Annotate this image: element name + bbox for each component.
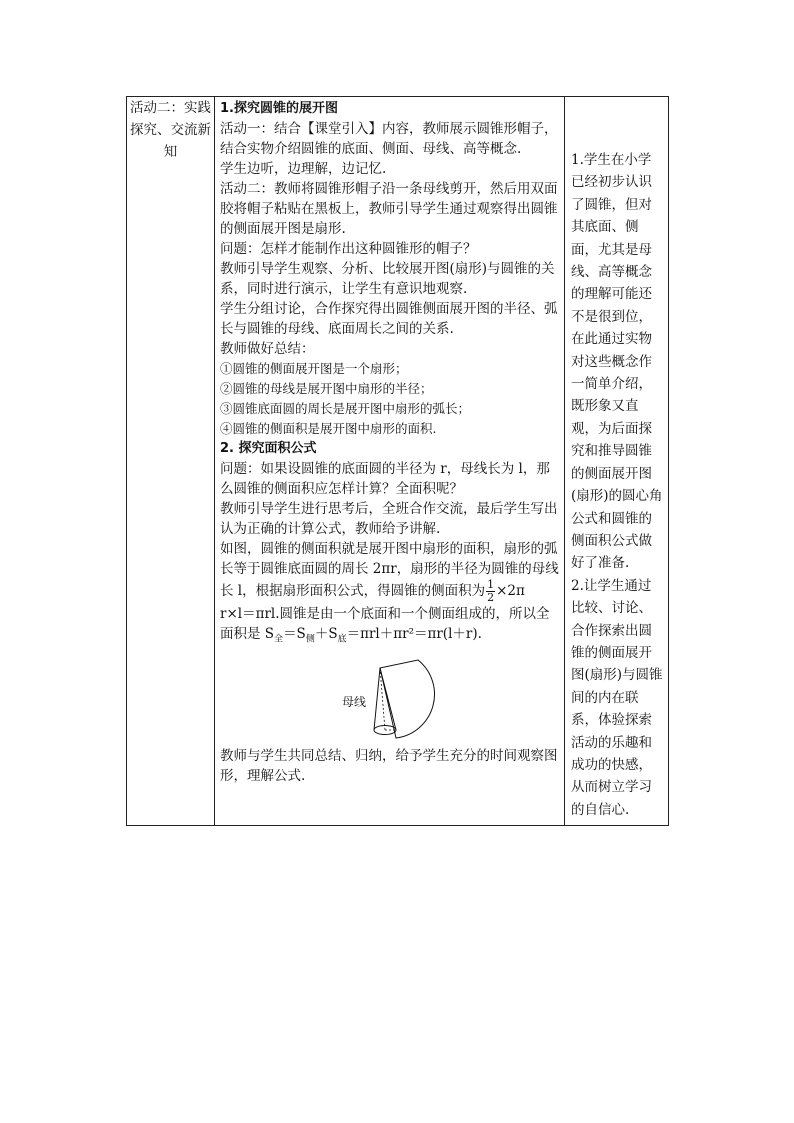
equation-part-3: ＝πrl＋πr²＝πr(l＋r). <box>346 626 482 642</box>
subscript-quan: 全 <box>274 634 284 645</box>
derivation-text-b: ×2π <box>496 583 525 599</box>
equation-part-1: ＝S <box>283 626 306 642</box>
figure-label-generatrix: 母线 <box>342 694 367 709</box>
list-item: ③圆锥底面圆的周长是展开图中扇形的弧长； <box>220 401 471 416</box>
cone-net-diagram <box>340 652 450 744</box>
lesson-table <box>126 96 669 826</box>
paragraph-total-area <box>220 604 559 650</box>
cone-side-left <box>374 668 380 730</box>
intent-cell <box>565 97 669 826</box>
content-cell <box>215 97 565 826</box>
cone-net-figure <box>220 652 559 744</box>
paragraph-question1: 问题：怎样才能制作出这种圆锥形的帽子？ <box>220 241 477 257</box>
stage-label: 活动二：实践探究、交流新知 <box>130 100 211 160</box>
intent-paragraph-1: 1.学生在小学已经初步认识了圆锥，但对其底面、侧面，尤其是母线、高等概念的理解可能还不是很到位，在此通过实物对这些概念作一简单介绍，既形象又直观，为后面探究和推导圆锥的侧面展开图(扇形)的圆心角公式和圆锥的侧面积公式做好了准备. <box>571 152 663 572</box>
paragraph-summary-intro: 教师做好总结： <box>220 341 315 357</box>
paragraph-teacher-explain: 教师引导学生进行思考后，全班合作交流，最后学生写出认为正确的计算公式，教师给予讲解. <box>220 501 558 537</box>
fraction-denominator: 2 <box>487 591 495 604</box>
base-circle <box>379 725 393 739</box>
section1-title: 1.探究圆锥的展开图 <box>220 101 338 116</box>
equation-part-2: ＋S <box>314 626 338 642</box>
paragraph-activity1: 活动一：结合【课堂引入】内容，教师展示圆锥形帽子，结合实物介绍圆锥的底面、侧面、母线、高等概念. <box>220 121 558 157</box>
paragraph-conclusion: 教师与学生共同总结、归纳，给予学生充分的时间观察图形，理解公式. <box>220 747 558 784</box>
paragraph-derivation <box>220 539 559 604</box>
derivation-text-a: 如图，圆锥的侧面积就是展开图中扇形的面积，扇形的弧长等于圆锥底面圆的周长 2πr，扇形的半径为圆锥的母线长 l，根据扇形面积公式，得圆锥的侧面积为 <box>220 541 559 599</box>
subscript-di: 底 <box>337 634 347 645</box>
paragraph-group-discussion: 学生分组讨论，合作探究得出圆锥侧面展开图的半径、弧长与圆锥的母线、底面周长之间的关系. <box>220 301 558 337</box>
paragraph-activity2: 活动二：教师将圆锥形帽子沿一条母线剪开，然后用双面胶将帽子粘贴在黑板上，教师引导学生通过观察得出圆锥的侧面展开图是扇形. <box>220 181 558 237</box>
stage-cell <box>127 97 215 826</box>
paragraph-teacher-guide: 教师引导学生观察、分析、比较展开图(扇形)与圆锥的关系，同时进行演示，让学生有意识地观察. <box>220 261 555 297</box>
subscript-ce: 侧 <box>305 634 315 645</box>
paragraph-question2: 问题：如果设圆锥的底面圆的半径为 r，母线长为 l，那么圆锥的侧面积应怎样计算？全面积呢？ <box>220 461 550 497</box>
fraction-numerator: 1 <box>487 578 495 591</box>
list-item: ①圆锥的侧面展开图是一个扇形； <box>220 361 408 376</box>
list-item: ④圆锥的侧面积是展开图中扇形的面积. <box>220 421 437 436</box>
derivation-text-c: r×l＝πrl.圆锥是由一个底面和一个侧面组成的，所以全面积是 S <box>220 606 550 642</box>
paragraph-students-listen: 学生边听，边理解，边记忆. <box>220 161 387 177</box>
list-item: ②圆锥的母线是展开图中扇形的半径； <box>220 381 433 396</box>
fraction-one-half <box>486 579 495 604</box>
cone-side-right <box>380 668 396 730</box>
section2-title: 2. 探究面积公式 <box>220 441 317 456</box>
intent-paragraph-2: 2.让学生通过比较、讨论、合作探索出圆锥的侧面展开图(扇形)与圆锥间的内在联系，体验探索活动的乐趣和成功的快感，从而树立学习的自信心. <box>571 577 663 818</box>
